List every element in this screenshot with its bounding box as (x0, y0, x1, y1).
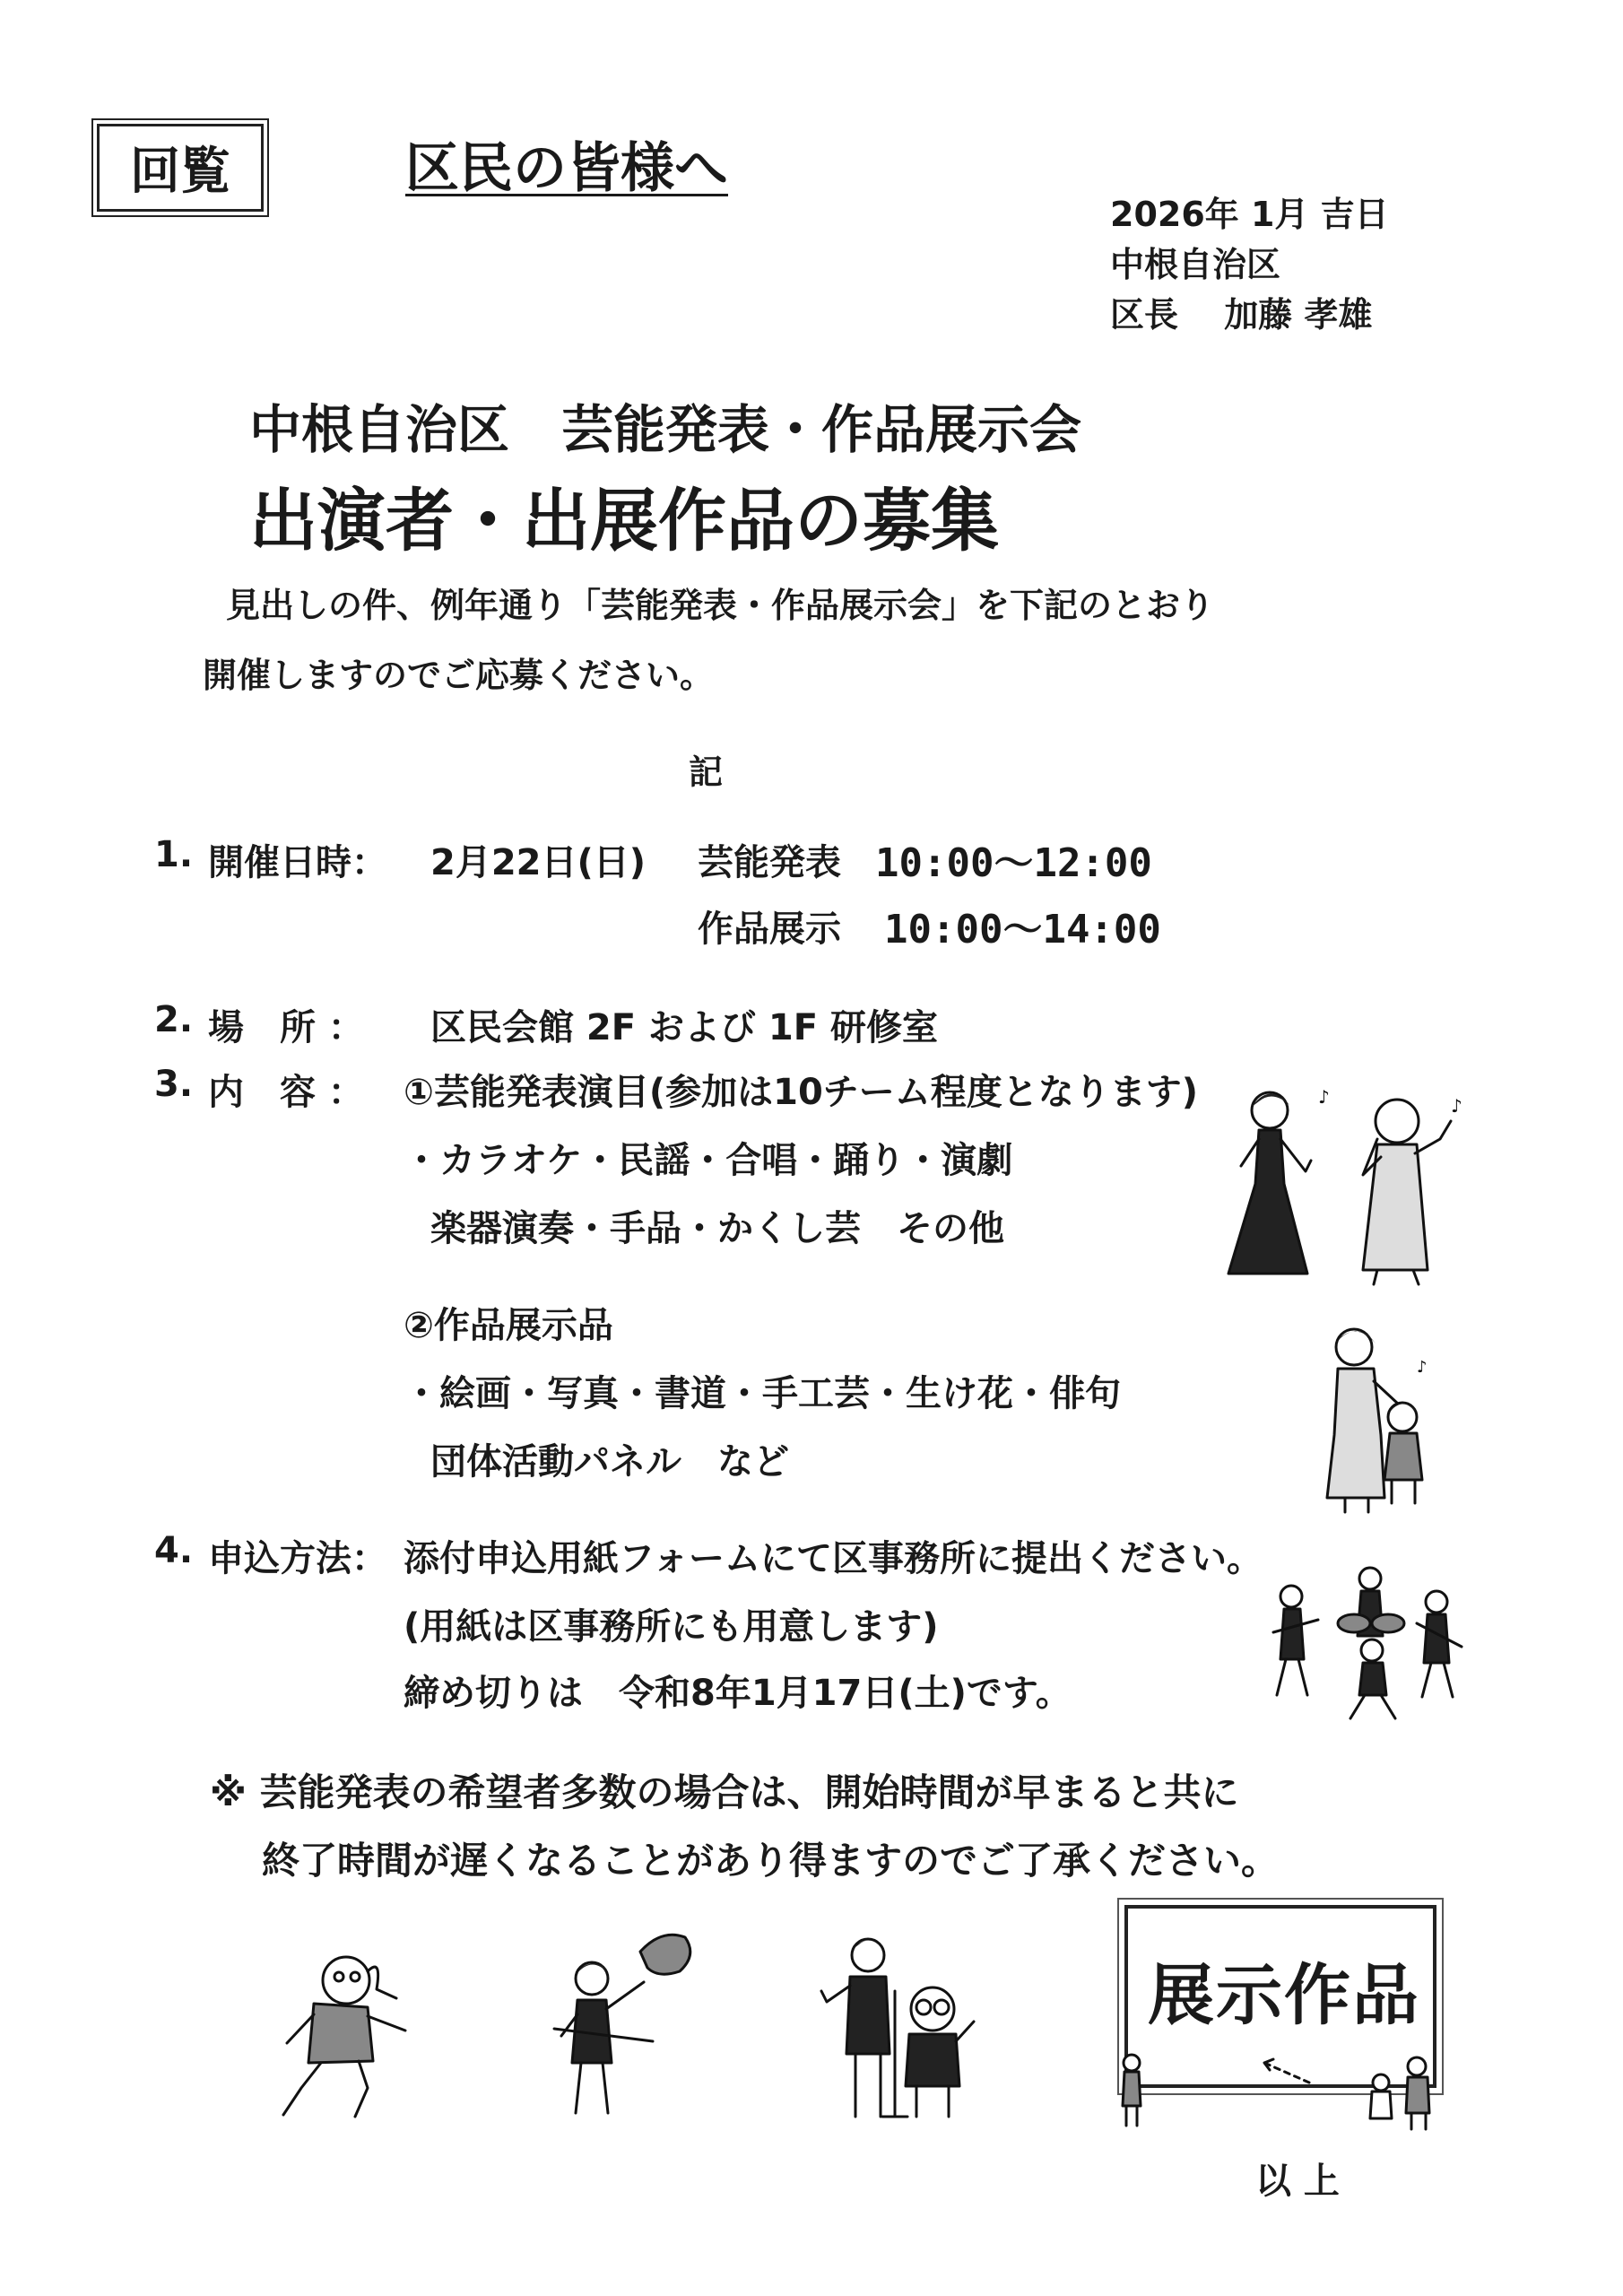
item-3-sub2-line-2: 団体活動パネル など (430, 1441, 789, 1483)
svg-text:♪: ♪ (1318, 1086, 1330, 1108)
band-illustration (1264, 1561, 1471, 1722)
item-2-value: 区民会館 2F および 1F 研修室 (430, 1007, 939, 1048)
ki-heading: 記 (689, 752, 724, 792)
intro-line-1: 見出しの件、例年通り「芸能発表・作品展示会」を下記のとおり (226, 586, 1215, 625)
item-4-number: 4. (154, 1530, 194, 1571)
addressee: 区民の皆様へ (405, 137, 728, 200)
circulation-badge: 回覧 (97, 124, 264, 212)
singers-illustration (1219, 1085, 1488, 1292)
item-3-sub2-title: ②作品展示品 (404, 1305, 613, 1346)
dancer-illustration (269, 1944, 421, 2124)
mother-child-singing-illustration (1291, 1318, 1471, 1516)
closing: 以 上 (1255, 2161, 1340, 2202)
item-1-date: 2月22日(日) (430, 842, 647, 883)
item-3-label: 内 容 ： (208, 1072, 364, 1113)
item-1-label: 開催日時： (208, 842, 387, 883)
item-1-exhibit-time: 10:00〜14:00 (884, 907, 1161, 952)
comedy-duo-illustration (814, 1928, 985, 2126)
svg-text:♪: ♪ (1417, 1358, 1428, 1377)
item-1-performance-label: 芸能発表 (698, 842, 841, 883)
board-viewers-illustration (1112, 2036, 1453, 2135)
title-line-1: 中根自治区 芸能発表・作品展示会 (249, 399, 1082, 460)
title-line-2: 出演者・出展作品の募集 (249, 481, 999, 561)
item-3-number: 3. (154, 1064, 194, 1105)
item-4-line-2: (用紙は区事務所にも用意します) (404, 1606, 939, 1648)
date: 2026年 1月 吉日 (1110, 195, 1389, 234)
item-3-sub1-title: ①芸能発表演目(参加は10チーム程度となります) (404, 1072, 1199, 1113)
item-1-number: 1. (154, 834, 194, 875)
intro-line-2: 開催しますのでご応募ください。 (203, 656, 715, 695)
item-4-line-3: 締め切りは 令和8年1月17日(土)です。 (404, 1673, 1072, 1714)
item-1-performance-time: 10:00〜12:00 (875, 840, 1152, 886)
note-line-1: ※ 芸能発表の希望者多数の場合は、開始時間が早まると共に (210, 1770, 1239, 1814)
magician-illustration (554, 1928, 707, 2126)
organization: 中根自治区 (1110, 245, 1281, 284)
svg-text:♪: ♪ (1451, 1095, 1462, 1117)
item-2-label: 場 所 ： (208, 1007, 364, 1048)
item-2-number: 2. (154, 999, 194, 1040)
exhibit-board-text: 展示作品 (1148, 1957, 1420, 2034)
item-3-sub2-line-1: ・絵画・写真・書道・手工芸・生け花・俳句 (404, 1373, 1121, 1414)
item-1-exhibit-label: 作品展示 (698, 909, 841, 950)
item-3-sub1-line-1: ・カラオケ・民謡・合唱・踊り・演劇 (404, 1140, 1013, 1181)
item-4-line-1: 添付申込用紙フォームにて区事務所に提出ください。 (404, 1538, 1263, 1579)
note-line-2: 終了時間が遅くなることがあり得ますのでご了承ください。 (262, 1839, 1280, 1883)
item-4-label: 申込方法： (208, 1538, 387, 1579)
item-3-sub1-line-2: 楽器演奏・手品・かくし芸 その他 (430, 1208, 1004, 1249)
sender: 区長 加藤 孝雄 (1110, 295, 1373, 335)
